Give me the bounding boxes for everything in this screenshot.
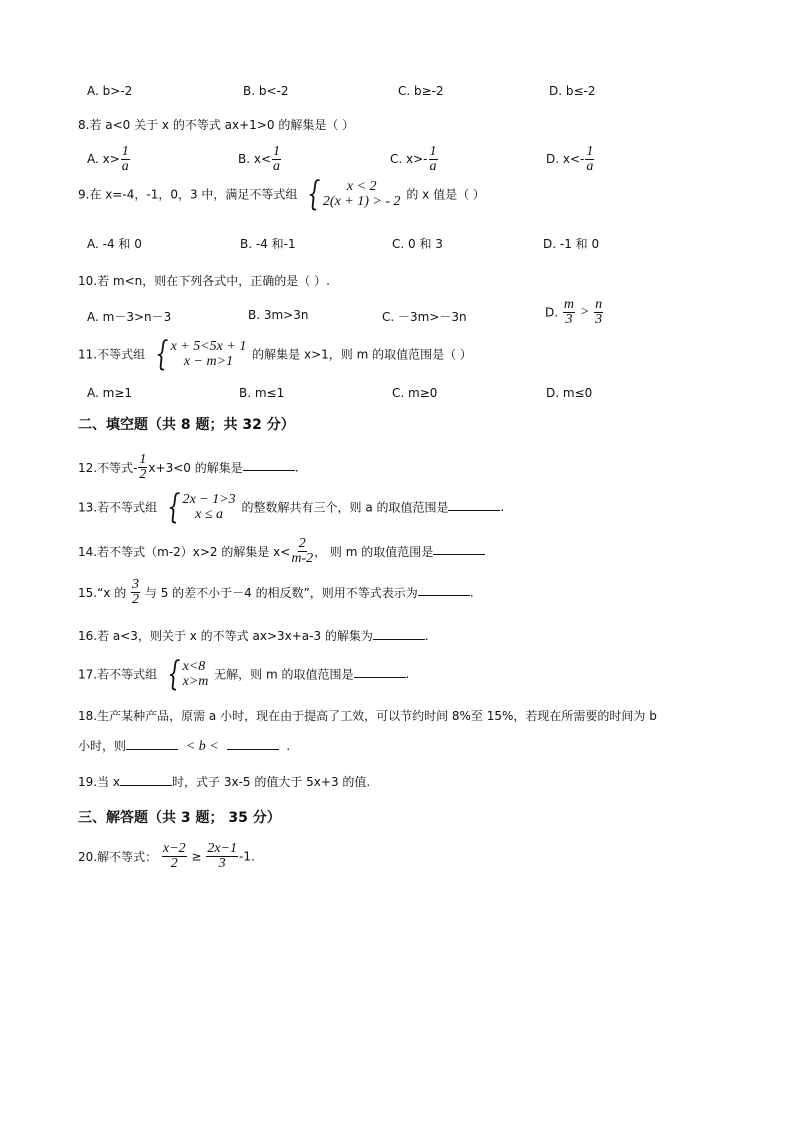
q8-option-a: A. x> $\frac{1}{a}$ xyxy=(87,144,129,174)
q18-line1: 18.生产某种产品，原需 a 小时，现在由于提高了工效，可以节约时间 8%至 15%，若现在所需要的时间为 b xyxy=(78,709,657,723)
q10-option-b: B. 3m>3n xyxy=(248,308,309,322)
q11-option-d: D. m≤0 xyxy=(546,386,593,400)
q8-option-c: C. x>- $\frac{1}{a}$ xyxy=(390,144,437,174)
q10-stem: 10.若 m<n，则在下列各式中，正确的是（ ）. xyxy=(78,274,330,288)
q9-option-a: A. -4 和 0 xyxy=(87,237,142,251)
q7-option-b: B. b<-2 xyxy=(243,84,289,98)
q10-option-d: D. $\frac{m}{3}$ > $\frac{n}{3}$ xyxy=(545,297,603,327)
q7-option-a: A. b>-2 xyxy=(87,84,133,98)
q19-stem: 19.当 x 时，式子 3x-5 的值大于 5x+3 的值. xyxy=(78,775,371,789)
q13-inequality-system: { 2x − 1>3 x ≤ a xyxy=(167,487,236,527)
q20-stem: 20.解不等式： $\frac{x-2}{2}$ ≥ $\frac{2x-1}{3}$ -1. xyxy=(78,841,255,871)
q14-answer-blank xyxy=(433,543,485,555)
q17-stem: 17.若不等式组 { x<8 x>m 无解，则 m 的取值范围是 . xyxy=(78,654,410,694)
q9-option-c: C. 0 和 3 xyxy=(392,237,443,251)
q8-option-d: D. x<- $\frac{1}{a}$ xyxy=(546,144,594,174)
section-heading-fill-in: 二、填空题（共 8 题；共 32 分） xyxy=(78,417,295,433)
q9-option-d: D. -1 和 0 xyxy=(543,237,600,251)
q11-option-b: B. m≤1 xyxy=(239,386,285,400)
q10-option-c: C. －3m>－3n xyxy=(382,310,467,324)
q8-stem: 8.若 a<0 关于 x 的不等式 ax+1>0 的解集是（ ） xyxy=(78,118,355,132)
q18-line2: 小时，则 < b < . xyxy=(78,739,291,754)
q16-answer-blank xyxy=(373,628,425,640)
section-heading-solutions: 三、解答题（共 3 题； 35 分） xyxy=(78,810,281,826)
q13-answer-blank xyxy=(448,499,500,511)
q18-answer-blank-2 xyxy=(227,738,279,750)
q7-option-c: C. b≥-2 xyxy=(398,84,444,98)
q15-answer-blank xyxy=(418,584,470,596)
q16-stem: 16.若 a<3，则关于 x 的不等式 ax>3x+a-3 的解集为 . xyxy=(78,629,429,643)
q10-option-a: A. m－3>n－3 xyxy=(87,310,172,324)
q12-stem: 12.不等式- $\frac{1}{2}$ x+3<0 的解集是 . xyxy=(78,452,299,482)
q8-option-b: B. x< $\frac{1}{a}$ xyxy=(238,144,281,174)
q9-stem: 9.在 x=-4，-1，0，3 中，满足不等式组 { x < 2 2(x + 1) > - 2 的 x 值是（ ） xyxy=(78,174,485,214)
q12-answer-blank xyxy=(243,459,295,471)
q11-option-a: A. m≥1 xyxy=(87,386,133,400)
q7-option-d: D. b≤-2 xyxy=(549,84,596,98)
q13-stem: 13.若不等式组 { 2x − 1>3 x ≤ a 的整数解共有三个，则 a 的取值范围是 . xyxy=(78,487,505,527)
q17-answer-blank xyxy=(354,666,406,678)
q17-inequality-system: { x<8 x>m xyxy=(167,654,209,694)
q11-option-c: C. m≥0 xyxy=(392,386,438,400)
q11-stem: 11.不等式组 { x + 5<5x + 1 x − m>1 的解集是 x>1，则 m 的取值范围是（ ） xyxy=(78,334,472,374)
q11-inequality-system: { x + 5<5x + 1 x − m>1 xyxy=(155,334,247,374)
q19-answer-blank xyxy=(120,774,172,786)
q15-stem: 15.“x 的 $\frac{3}{2}$ 与 5 的差不小于－4 的相反数”，则用不等式表示为 . xyxy=(78,577,474,607)
q9-option-b: B. -4 和-1 xyxy=(240,237,296,251)
q14-stem: 14.若不等式（m-2）x>2 的解集是 x< $\frac{2}{m-2}$ ， 则 m 的取值范围是 xyxy=(78,537,485,566)
q9-inequality-system: { x < 2 2(x + 1) > - 2 xyxy=(307,174,401,214)
q18-answer-blank-1 xyxy=(126,738,178,750)
